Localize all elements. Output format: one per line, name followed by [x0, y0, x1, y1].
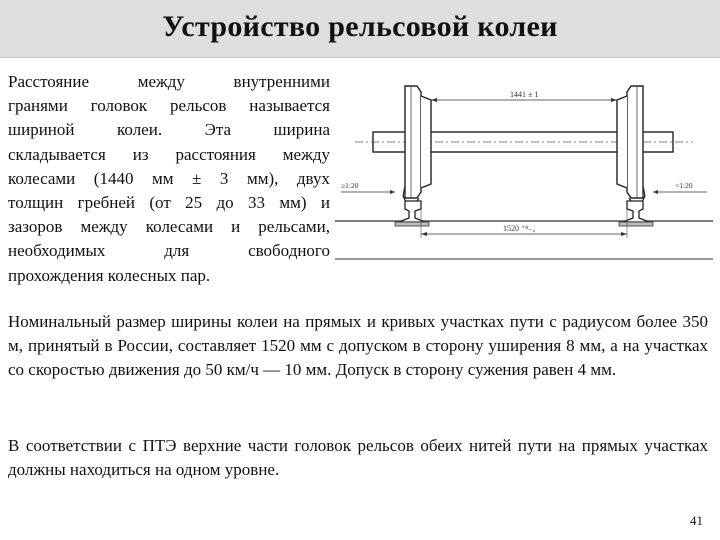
dimension-label-top: 1441 ± 1 [510, 90, 539, 99]
right-rail [619, 201, 653, 226]
text-line: прохождения колесных пар. [8, 265, 211, 285]
paragraph-pte-requirement: В соответствии с ПТЭ верхние части головок рельсов обеих нитей пути на прямых участках должны находиться на одном уровне. [8, 436, 708, 480]
text-line: Расстояние между внутренними [8, 72, 330, 91]
paragraph-track-gauge-definition [8, 70, 330, 290]
paragraph-nominal-gauge: Номинальный размер ширины колеи на прямых и кривых участках пути с радиусом более 350 м, принятый в России, составляет 1520 мм с допуском в сторону уширения 8 мм, а на участках со скоростью движения до 50 км/ч — 10 мм. Допуск в сторону сужения равен 4 мм. [8, 312, 708, 380]
text-line: шириной колеи. Эта ширина [8, 120, 330, 140]
text-line: гранями головок рельсов называется [8, 96, 330, 116]
title-bar [0, 0, 720, 58]
slope-label-right: <1:20 [675, 181, 693, 190]
dimension-label-bottom: 1520 ⁺⁸₋₄ [503, 224, 536, 233]
left-wheel [403, 86, 431, 204]
left-rail [395, 201, 429, 226]
text-line: колесами (1440 мм ± 3 мм), двух [8, 168, 330, 188]
slope-label-left: ≥1:20 [341, 181, 359, 190]
page-number: 41 [690, 513, 703, 528]
text-line: складывается из расстояния между [8, 144, 330, 164]
text-line: зазоров между колесами и рельсами, [8, 217, 330, 237]
wheelset-rail-diagram [335, 74, 713, 279]
text-line: толщин гребней (от 25 до 33 мм) и [8, 193, 330, 213]
page-title: Устройство рельсовой колеи [162, 10, 558, 43]
text-line: необходимых для свободного [8, 241, 330, 261]
right-wheel [617, 86, 645, 204]
